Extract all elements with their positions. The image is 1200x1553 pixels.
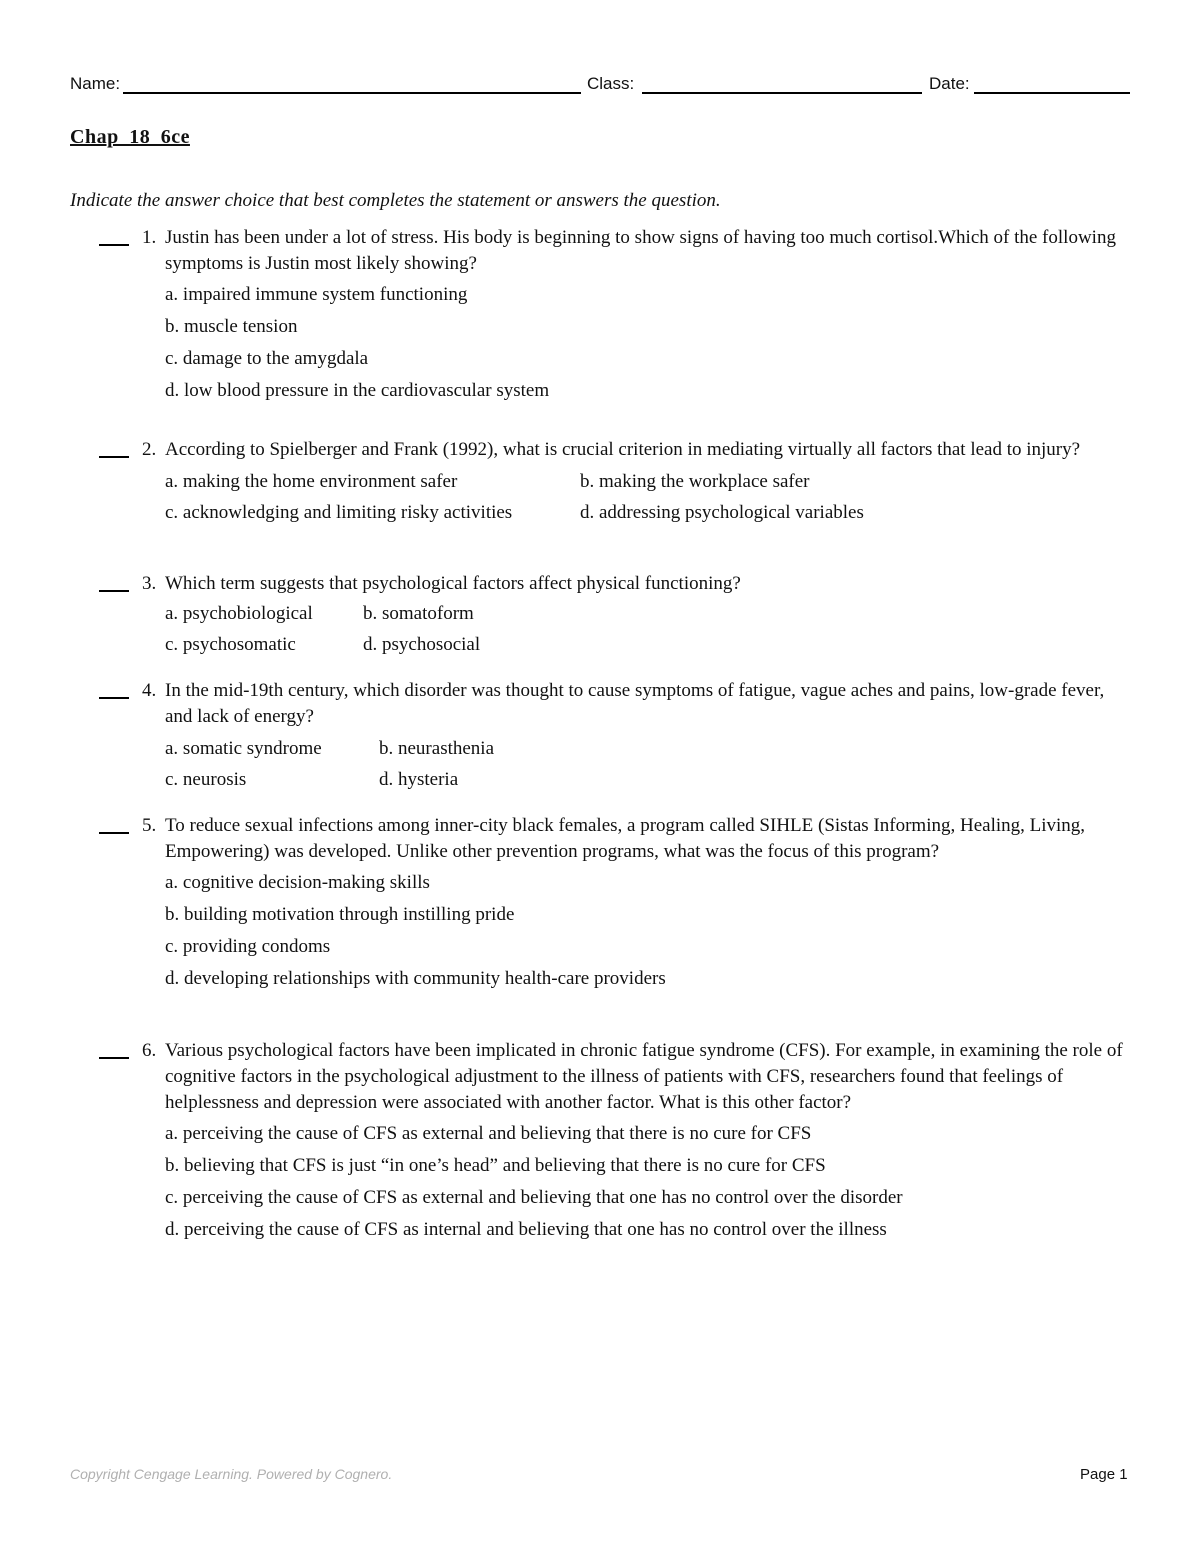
name-field-line[interactable]: [123, 92, 581, 94]
page-title: Chap_18_6ce: [70, 126, 190, 148]
option-b: b. muscle tension: [165, 316, 298, 337]
option-d: d. addressing psychological variables: [580, 502, 864, 523]
question-number: 1.: [142, 227, 157, 248]
option-c: c. acknowledging and limiting risky activities: [165, 502, 513, 523]
option-d: d. developing relationships with community health-care providers: [165, 968, 666, 989]
option-a: a. making the home environment safer: [165, 471, 458, 492]
question-number: 3.: [142, 573, 157, 594]
class-label: Class:: [587, 74, 635, 93]
question-number: 6.: [142, 1040, 157, 1061]
option-d: d. perceiving the cause of CFS as internal and believing that one has no control over the illness: [165, 1219, 887, 1240]
option-c: c. damage to the amygdala: [165, 348, 369, 369]
question-4: [70, 678, 1130, 795]
question-2: [70, 437, 1130, 528]
question-5: [70, 813, 1130, 995]
question-6: [70, 1038, 1130, 1246]
option-c: c. providing condoms: [165, 936, 331, 957]
option-c: c. psychosomatic: [165, 634, 296, 655]
class-field-line[interactable]: [642, 92, 922, 94]
option-a: a. cognitive decision-making skills: [165, 872, 430, 893]
answer-blank[interactable]: [99, 697, 129, 699]
question-number: 5.: [142, 815, 157, 836]
option-b: b. somatoform: [363, 603, 474, 624]
answer-blank[interactable]: [99, 832, 129, 834]
question-3: [70, 571, 1130, 660]
option-d: d. hysteria: [379, 769, 459, 790]
answer-blank[interactable]: [99, 456, 129, 458]
option-b: b. building motivation through instilling pride: [165, 904, 515, 925]
option-a: a. perceiving the cause of CFS as external and believing that there is no cure for CFS: [165, 1123, 812, 1144]
option-c: c. perceiving the cause of CFS as external and believing that one has no control over the disorder: [165, 1187, 903, 1208]
question-stem: Justin has been under a lot of stress. His body is beginning to show signs of having too much cortisol.Which of the following symptoms is Justin most likely showing?: [165, 227, 1116, 274]
answer-blank[interactable]: [99, 590, 129, 592]
option-b: b. making the workplace safer: [580, 471, 810, 492]
question-stem: Various psychological factors have been implicated in chronic fatigue syndrome (CFS). For example, in examining the role of cognitive factors in the psychological adjustment to the illness of patients with CFS, researchers found that feelings of helplessness and depression were associated with another factor. What is this other factor?: [165, 1040, 1123, 1113]
question-number: 4.: [142, 680, 157, 701]
instructions: Indicate the answer choice that best completes the statement or answers the question.: [70, 190, 721, 211]
option-a: a. impaired immune system functioning: [165, 284, 468, 305]
option-b: b. neurasthenia: [379, 738, 495, 759]
question-stem: To reduce sexual infections among inner-city black females, a program called SIHLE (Sistas Informing, Healing, Living, Empowering) was developed. Unlike other prevention programs, what was the focus of this program?: [165, 815, 1086, 862]
question-stem: According to Spielberger and Frank (1992), what is crucial criterion in mediating virtually all factors that lead to injury?: [165, 439, 1081, 460]
option-d: d. low blood pressure in the cardiovascular system: [165, 380, 550, 401]
footer-copyright: Copyright Cengage Learning. Powered by Cognero.: [70, 1466, 393, 1482]
student-info-header: [70, 72, 1130, 98]
answer-blank[interactable]: [99, 1057, 129, 1059]
name-label: Name:: [70, 74, 121, 93]
question-stem: In the mid-19th century, which disorder was thought to cause symptoms of fatigue, vague aches and pains, low-grade fever, and lack of energy?: [165, 680, 1105, 727]
option-a: a. somatic syndrome: [165, 738, 322, 759]
date-label: Date:: [929, 74, 970, 93]
option-b: b. believing that CFS is just “in one’s head” and believing that there is no cure for CFS: [165, 1155, 826, 1176]
footer-page-number: Page 1: [1080, 1466, 1128, 1483]
date-field-line[interactable]: [974, 92, 1130, 94]
option-c: c. neurosis: [165, 769, 247, 790]
option-a: a. psychobiological: [165, 603, 313, 624]
question-number: 2.: [142, 439, 157, 460]
question-stem: Which term suggests that psychological factors affect physical functioning?: [165, 573, 741, 594]
option-d: d. psychosocial: [363, 634, 481, 655]
answer-blank[interactable]: [99, 244, 129, 246]
question-1: [70, 225, 1130, 407]
